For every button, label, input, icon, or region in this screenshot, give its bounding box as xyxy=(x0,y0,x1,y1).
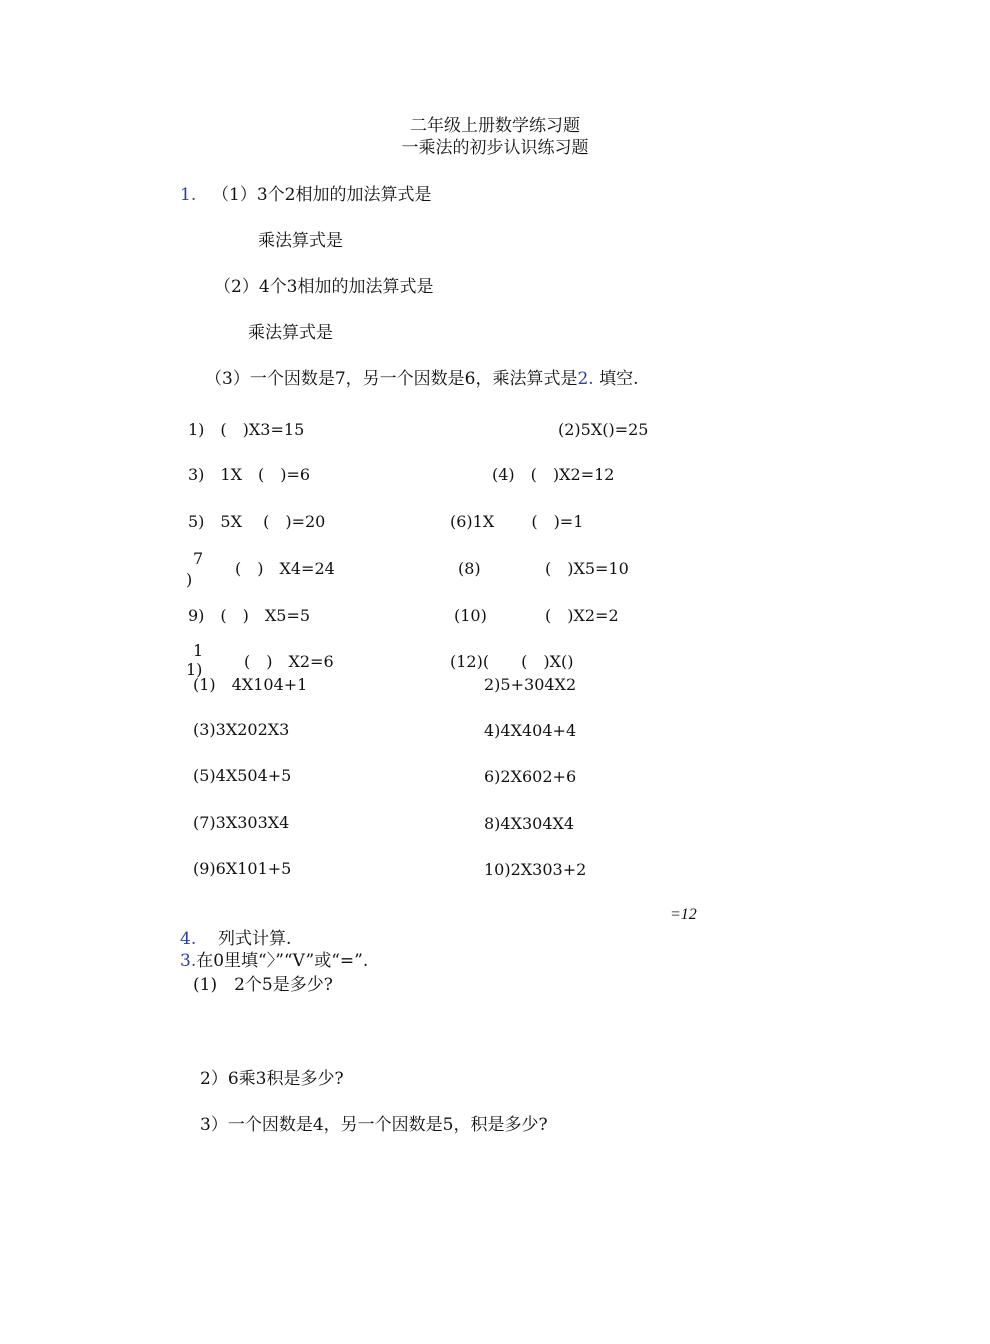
q2-addition: （2）4个3相加的加法算式是 xyxy=(214,277,434,297)
section-3-label: 在0里填“〉”“V”或“=”. xyxy=(196,951,369,971)
fill-item-7: ( ) X4=24 xyxy=(235,559,335,578)
fill-item-11-digit-a: 1 xyxy=(193,641,204,660)
fill-item-10: ( )X2=2 xyxy=(545,606,619,625)
fill-item-8: ( )X5=10 xyxy=(545,559,629,578)
fill-item-5: 5) 5X ( )=20 xyxy=(188,512,326,531)
compare-item-9: (9)6X101+5 xyxy=(193,859,292,878)
stray-equals-12: =12 xyxy=(670,906,697,923)
word-problem-2: 2）6乘3积是多少? xyxy=(200,1069,344,1089)
section-2-label: 填空. xyxy=(599,369,639,389)
title-line-2: 一乘法的初步认识练习题 xyxy=(401,138,589,158)
fill-item-3: 3) 1X ( )=6 xyxy=(188,465,311,484)
compare-item-6: 6)2X602+6 xyxy=(484,767,577,786)
fill-item-11-digit-b: 1) xyxy=(186,660,203,679)
fill-item-2: (2)5X()=25 xyxy=(558,420,649,439)
title-line-1: 二年级上册数学练习题 xyxy=(410,116,580,136)
fill-item-4: (4) ( )X2=12 xyxy=(492,465,615,484)
q3-question xyxy=(205,369,639,389)
q3-text: （3）一个因数是7，另一个因数是6，乘法算式是 xyxy=(205,369,578,389)
compare-item-8: 8)4X304X4 xyxy=(484,814,575,833)
section-2-number: 2. xyxy=(577,369,594,389)
compare-item-5: (5)4X504+5 xyxy=(193,766,292,785)
section-4-number: 4. xyxy=(180,929,197,949)
compare-item-7: (7)3X303X4 xyxy=(193,813,290,832)
compare-item-4: 4)4X404+4 xyxy=(484,721,577,740)
compare-item-2: 2)5+304X2 xyxy=(484,675,577,694)
section-3-number: 3. xyxy=(180,951,197,971)
fill-item-9: 9) ( ) X5=5 xyxy=(188,606,311,625)
word-problem-3: 3）一个因数是4，另一个因数是5，积是多少? xyxy=(200,1115,548,1135)
q1-multiplication: 乘法算式是 xyxy=(258,231,343,251)
fill-item-12: (12)( ( )X() xyxy=(450,652,574,671)
fill-item-11: ( ) X2=6 xyxy=(244,652,334,671)
fill-item-7-paren: ) xyxy=(186,570,193,589)
fill-item-10-number: (10) xyxy=(454,606,487,625)
q1-addition: （1）3个2相加的加法算式是 xyxy=(212,185,432,205)
fill-item-8-number: (8) xyxy=(458,559,481,578)
section-3-header xyxy=(180,951,368,971)
compare-item-10: 10)2X303+2 xyxy=(484,860,587,879)
fill-item-7-digit: 7 xyxy=(193,549,204,568)
section-4-label: 列式计算. xyxy=(218,929,292,949)
q2-multiplication: 乘法算式是 xyxy=(248,323,333,343)
fill-item-1: 1) ( )X3=15 xyxy=(188,420,305,439)
section-1-number: 1. xyxy=(180,185,197,205)
compare-item-3: (3)3X202X3 xyxy=(193,720,290,739)
word-problem-1: (1) 2个5是多少? xyxy=(193,975,333,995)
compare-item-1: (1) 4X104+1 xyxy=(193,675,308,694)
fill-item-6: (6)1X ( )=1 xyxy=(450,512,584,531)
